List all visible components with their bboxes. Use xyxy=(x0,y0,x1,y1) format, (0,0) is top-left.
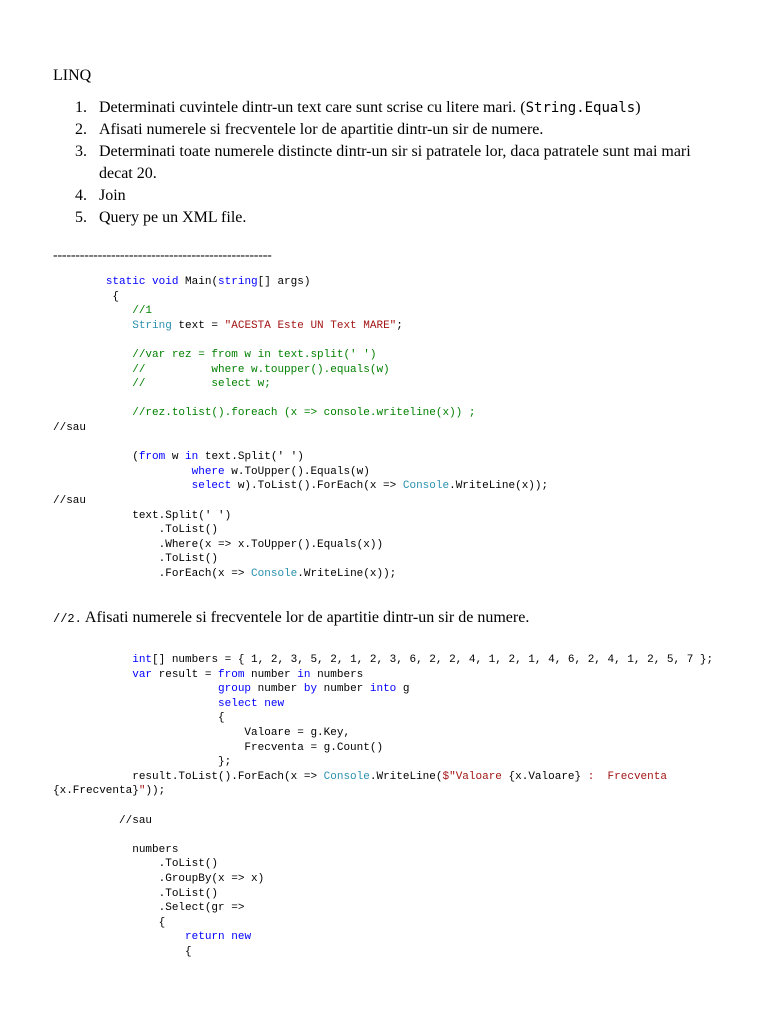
task-list xyxy=(53,97,723,229)
separator-line: ------------------------------------------------- xyxy=(53,248,272,263)
task-item: 4. Join xyxy=(75,187,126,204)
section-heading-2: //2. Afisati numerele si frecventele lor de apartitie dintr-un sir de numere. xyxy=(53,609,530,626)
page-title: LINQ xyxy=(53,67,92,84)
code-block-1: static void Main(string[] args) { //1 String text = "ACESTA Este UN Text MARE"; //var rez = from w in text.split(' ') // where w.toupper().equals(w) // select w; //rez.tolist().foreach (x => console.writeline(x)) ; //sau (from w in text.Split(' ') where w.ToUpper().Equals(w) select w).ToList().ForEach(x => Console.WriteLine(x)); //sau text.Split(' ') .ToList() .Where(x => x.ToUpper().Equals(x)) .ToList() .ForEach(x => Console.WriteLine(x)); xyxy=(53,276,549,580)
task-item: 1. Determinati cuvintele dintr-un text care sunt scrise cu litere mari. (String.Equals) xyxy=(75,99,641,116)
code-block-2: int[] numbers = { 1, 2, 3, 5, 2, 1, 2, 3, 6, 2, 2, 4, 1, 2, 1, 4, 6, 2, 4, 1, 2, 5, 7 }; var result = from number in numbers group number by number into g select new { Valoare = g.Key, Frecventa = g.Count() }; result.ToList().ForEach(x => Console.WriteLine($"Valoare {x.Valoare} : Frecventa {x.Frecventa}")); //sau numbers .ToList() .GroupBy(x => x) .ToList() .Select(gr => { return new { xyxy=(53,654,714,958)
task-item: 2. Afisati numerele si frecventele lor de apartitie dintr-un sir de numere. xyxy=(75,121,544,138)
inline-code: String.Equals xyxy=(525,100,636,116)
task-item: 5. Query pe un XML file. xyxy=(75,209,247,226)
task-item: 3. Determinati toate numerele distincte dintr-un sir si patratele lor, daca patratele sunt mai mari decat 20. xyxy=(75,143,691,182)
